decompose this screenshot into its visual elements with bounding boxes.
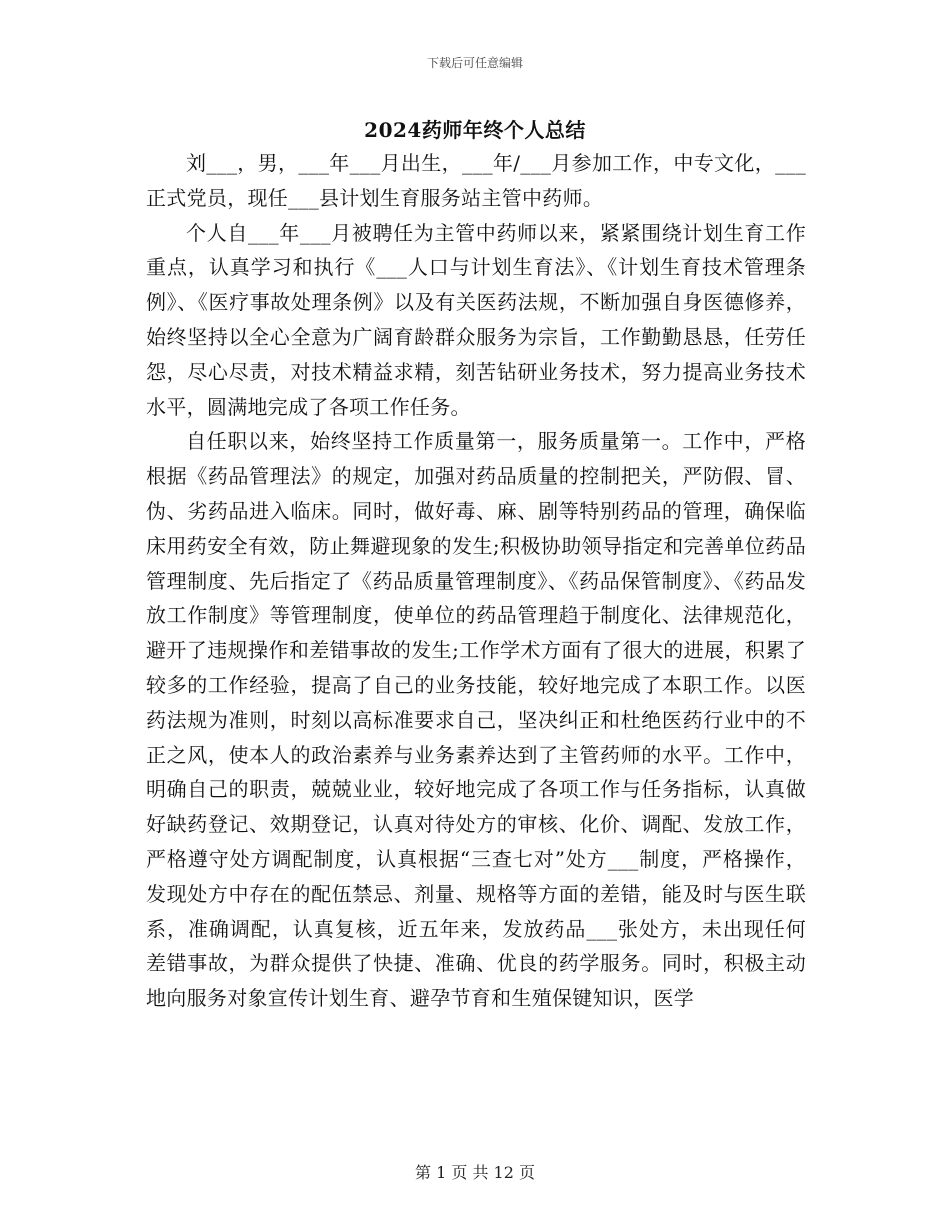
document-body — [146, 146, 806, 1016]
page-number: 第 1 页 共 12 页 — [415, 1163, 535, 1182]
paragraph-3: 自任职以来，始终坚持工作质量第一，服务质量第一。工作中，严格根据《药品管理法》的规定，加强对药品质量的控制把关，严防假、冒、伪、劣药品进入临床。同时，做好毒、麻、剧等特别药品的管理，确保临床用药安全有效，防止舞避现象的发生;积极协助领导指定和完善单位药品管理制度、先后指定了《药品质量管理制度》、《药品保管制度》、《药品发放工作制度》等管理制度，使单位的药品管理趋于制度化、法律规范化，避开了违规操作和差错事故的发生;工作学术方面有了很大的进展，积累了较多的工作经验，提高了自己的业务技能，较好地完成了本职工作。以医药法规为准则，时刻以高标准要求自己，坚决纠正和杜绝医药行业中的不正之风，使本人的政治素养与业务素养达到了主管药师的水平。工作中，明确自己的职责，兢兢业业，较好地完成了各项工作与任务指标，认真做好缺药登记、效期登记，认真对待处方的审核、化价、调配、发放工作，严格遵守处方调配制度，认真根据“三查七对”处方___制度，严格操作，发现处方中存在的配伍禁忌、剂量、规格等方面的差错，能及时与医生联系，准确调配，认真复核，近五年来，发放药品___张处方，未出现任何差错事故，为群众提供了快捷、准确、优良的药学服务。同时，积极主动地向服务对象宣传计划生育、避孕节育和生殖保键知识，医学 — [146, 429, 806, 1011]
paragraph-1: 刘___，男，___年___月出生，___年/___月参加工作，中专文化，___正式党员，现任___县计划生育服务站主管中药师。 — [146, 151, 806, 210]
page-header-note: 下载后可任意编辑 — [426, 56, 523, 70]
document-title: 2024药师年终个人总结 — [364, 118, 586, 142]
paragraph-2: 个人自___年___月被聘任为主管中药师以来，紧紧围绕计划生育工作重点，认真学习和执行《___人口与计划生育法》、《计划生育技术管理条例》、《医疗事故处理条例》以及有关医药法规，不断加强自身医德修养，始终坚持以全心全意为广阔育龄群众服务为宗旨，工作勤勤恳恳，任劳任怨，尽心尽责，对技术精益求精，刻苦钻研业务技术，努力提高业务技术水平，圆满地完成了各项工作任务。 — [146, 220, 806, 419]
